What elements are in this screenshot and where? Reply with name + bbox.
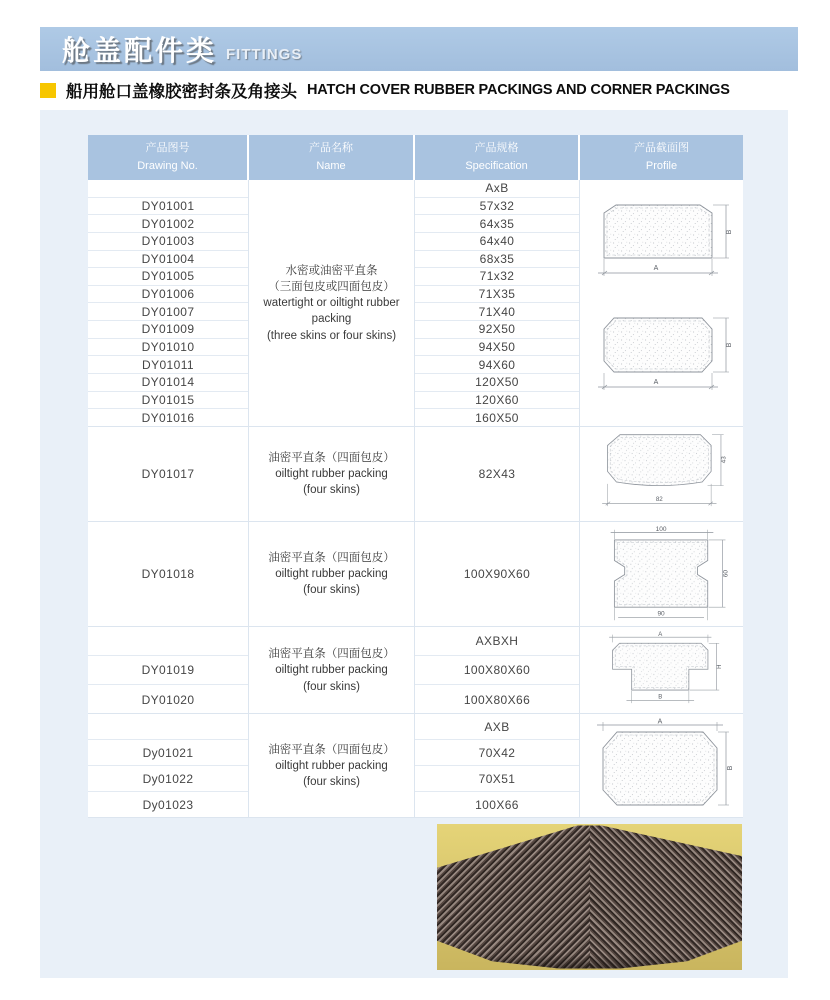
table-section-4 (88, 627, 743, 714)
yellow-square-icon (40, 83, 56, 98)
spec-cell: 100X80X60 (415, 656, 579, 685)
col-spec (415, 522, 580, 626)
col-spec (415, 180, 580, 427)
profile-drawing-t-shape (597, 631, 727, 711)
dim-label-height: 43 (719, 456, 727, 464)
spec-cell: AXBXH (415, 627, 579, 656)
dim-label-width: A (653, 264, 658, 272)
dim-label-top: A (657, 631, 662, 638)
dim-label-height: B (725, 229, 733, 235)
dim-label-height: B (725, 342, 733, 348)
page-title: 舱盖配件类 (62, 35, 218, 66)
col-profile (580, 427, 743, 521)
header-profile: 产品截面图 Profile (580, 135, 743, 180)
col-name (249, 180, 415, 427)
col-spec (415, 627, 580, 714)
product-name: 水密或油密平直条 （三面包皮或四面包皮） watertight or oiltight rubber packing (three skins or four skins) (263, 265, 400, 342)
spec-cell: 92X50 (415, 321, 579, 339)
table-header-row (88, 135, 743, 180)
spec-cell: 100X80X66 (463, 692, 531, 707)
spec-cell: 64x40 (415, 233, 579, 251)
spec-cell: 71x32 (415, 268, 579, 286)
product-table (88, 135, 743, 818)
drawing-no-cell: DY01007 (88, 303, 248, 321)
spec-cell: 64x35 (415, 215, 579, 233)
col-name (249, 427, 415, 521)
spec-cell: 100X90X60 (463, 567, 531, 581)
header-name: 产品名称 Name (249, 135, 415, 180)
product-name: 油密平直条（四面包皮） oiltight rubber packing (four skins) (268, 451, 395, 497)
header-specification: 产品规格 Specification (415, 135, 580, 180)
subtitle-en: HATCH COVER RUBBER PACKINGS AND CORNER PACKINGS (307, 82, 730, 98)
spec-cell: 68x35 (415, 251, 579, 269)
drawing-no-cell: Dy01023 (142, 798, 194, 812)
col-name (249, 627, 415, 714)
col-drawing-no (88, 427, 249, 521)
subtitle-zh: 船用舱口盖橡胶密封条及角接头 (66, 83, 297, 101)
spec-cell: 71X40 (415, 303, 579, 321)
rubber-mat-right-stripes (590, 824, 743, 970)
page-banner (40, 27, 798, 71)
drawing-no-cell (88, 180, 248, 198)
drawing-no-cell: DY01019 (88, 656, 248, 685)
profile-drawing-chamfer-all (588, 314, 736, 406)
drawing-no-cell: DY01009 (88, 321, 248, 339)
dim-label-height: H (716, 663, 723, 669)
col-drawing-no (88, 714, 249, 818)
spec-cell: 94X60 (415, 356, 579, 374)
spec-cell: AXB (415, 714, 579, 740)
page-title-en: FITTINGS (226, 45, 303, 63)
rubber-mat (437, 824, 742, 970)
spec-cell: 120X50 (415, 374, 579, 392)
drawing-no-cell: DY01001 (88, 198, 248, 216)
profile-drawing-chamfer-top (588, 201, 736, 293)
dim-label-top: 100 (655, 525, 667, 533)
drawing-no-cell: DY01011 (88, 356, 248, 374)
drawing-no-cell (88, 714, 248, 740)
drawing-no-cell (88, 627, 248, 656)
drawing-no-cell: DY01018 (141, 567, 195, 581)
rubber-packing-photo (437, 824, 742, 970)
drawing-no-cell: Dy01022 (88, 766, 248, 792)
drawing-no-cell: DY01003 (88, 233, 248, 251)
col-spec (415, 714, 580, 818)
col-spec (415, 427, 580, 521)
col-profile (580, 627, 743, 714)
spec-cell: 100X66 (475, 798, 519, 812)
col-profile (580, 522, 743, 626)
drawing-no-cell: DY01020 (141, 692, 195, 707)
profile-drawing-octagon-arc (595, 430, 729, 518)
drawing-no-cell: Dy01021 (88, 740, 248, 766)
profile-drawing-octagon (587, 718, 737, 814)
col-name (249, 522, 415, 626)
drawing-no-cell: DY01004 (88, 251, 248, 269)
drawing-no-cell: DY01015 (88, 392, 248, 410)
drawing-no-cell: DY01017 (141, 467, 195, 481)
spec-cell: AxB (415, 180, 579, 198)
table-section-5 (88, 714, 743, 818)
spec-cell: 57x32 (415, 198, 579, 216)
drawing-no-cell: DY01010 (88, 339, 248, 357)
drawing-no-cell: DY01005 (88, 268, 248, 286)
col-profile (580, 714, 743, 818)
product-name: 油密平直条（四面包皮） oiltight rubber packing (four skins) (268, 743, 395, 789)
section-subtitle (40, 80, 810, 100)
col-drawing-no (88, 627, 249, 714)
col-drawing-no (88, 522, 249, 626)
col-profile (580, 180, 743, 427)
rubber-mat-left-stripes (437, 824, 590, 970)
dim-label-height: 60 (721, 569, 729, 577)
spec-cell: 71X35 (415, 286, 579, 304)
rubber-mat-edge-shadow (437, 955, 742, 970)
spec-cell: 160X50 (475, 410, 519, 425)
table-section-2 (88, 427, 743, 522)
col-drawing-no (88, 180, 249, 427)
spec-cell: 82X43 (478, 467, 516, 481)
table-section-1 (88, 180, 743, 427)
drawing-no-cell: DY01006 (88, 286, 248, 304)
header-drawing-no: 产品图号 Drawing No. (88, 135, 249, 180)
spec-cell: 120X60 (415, 392, 579, 410)
profile-drawing-notched-block (592, 525, 732, 624)
drawing-no-cell: DY01016 (141, 410, 195, 425)
spec-cell: 70X51 (415, 766, 579, 792)
table-section-3 (88, 522, 743, 627)
spec-cell: 94X50 (415, 339, 579, 357)
dim-label-bottom: 90 (656, 610, 665, 618)
col-name (249, 714, 415, 818)
drawing-no-cell: DY01014 (88, 374, 248, 392)
product-name: 油密平直条（四面包皮） oiltight rubber packing (four skins) (268, 648, 395, 693)
spec-cell: 70X42 (415, 740, 579, 766)
content-panel (40, 110, 788, 978)
dim-label-height: B (726, 765, 734, 771)
dim-label-width: A (653, 378, 658, 386)
product-name: 油密平直条（四面包皮） oiltight rubber packing (four skins) (268, 551, 395, 597)
dim-label-width: A (657, 718, 662, 726)
dim-label-bottom: B (657, 694, 662, 701)
dim-label-width: 82 (655, 495, 663, 503)
drawing-no-cell: DY01002 (88, 215, 248, 233)
